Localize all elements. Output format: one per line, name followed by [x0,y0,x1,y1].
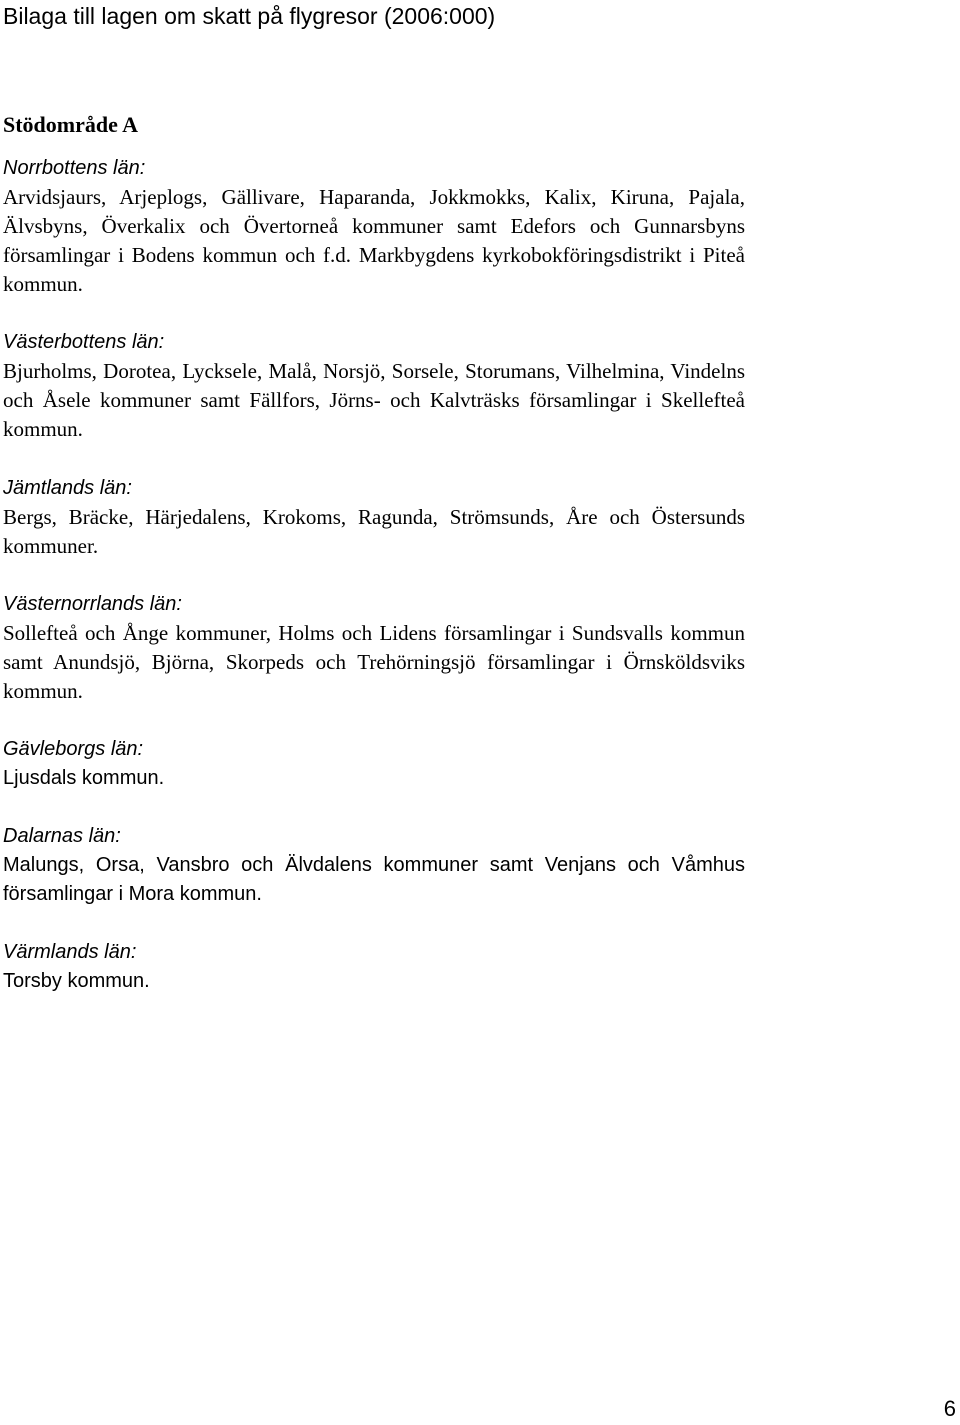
page-number: 6 [943,1396,956,1421]
county-name: Västernorrlands län: [3,593,182,615]
county-name: Norrbottens län: [3,157,146,179]
county-name: Dalarnas län: [3,825,121,847]
county-dalarna [3,822,745,909]
county-municipalities: Ljusdals kommun. [3,767,165,789]
county-municipalities: Torsby kommun. [3,970,150,992]
county-name: Värmlands län: [3,941,137,963]
county-gavleborg [3,735,745,793]
county-jamtland [3,474,745,561]
county-name: Västerbottens län: [3,331,165,353]
county-name: Jämtlands län: [3,477,132,499]
county-municipalities: Bjurholms, Dorotea, Lycksele, Malå, Norsjö, Sorsele, Storumans, Vilhelmina, Vindelns och Åsele kommuner samt Fällfors, Jörns- och Kalvträsks församlingar i Skellefteå kommun. [3,359,745,441]
county-municipalities: Bergs, Bräcke, Härjedalens, Krokoms, Ragunda, Strömsunds, Åre och Östersunds kommuner. [3,505,745,558]
county-vasternorrland [3,590,745,706]
county-municipalities: Malungs, Orsa, Vansbro och Älvdalens kommuner samt Venjans och Våmhus församlingar i Mora kommun. [3,854,745,905]
county-municipalities: Sollefteå och Ånge kommuner, Holms och Lidens församlingar i Sundsvalls kommun samt Anundsjö, Björna, Skorpeds och Trehörningsjö församlingar i Örnsköldsviks kommun. [3,621,745,703]
document-title: Bilaga till lagen om skatt på flygresor (2006:000) [3,3,496,29]
county-norrbotten [3,154,745,299]
county-vasterbotten [3,328,745,444]
support-area-heading: Stödområde A [3,112,139,137]
county-municipalities: Arvidsjaurs, Arjeplogs, Gällivare, Haparanda, Jokkmokks, Kalix, Kiruna, Pajala, Älvsbyns, Överkalix och Övertorneå kommuner samt Edefors och Gunnarsbyns församlingar i Bodens kommun och f.d. Markbygdens kyrkobokföringsdistrikt i Piteå kommun. [3,185,745,296]
county-varmland [3,938,745,996]
county-name: Gävleborgs län: [3,738,144,760]
